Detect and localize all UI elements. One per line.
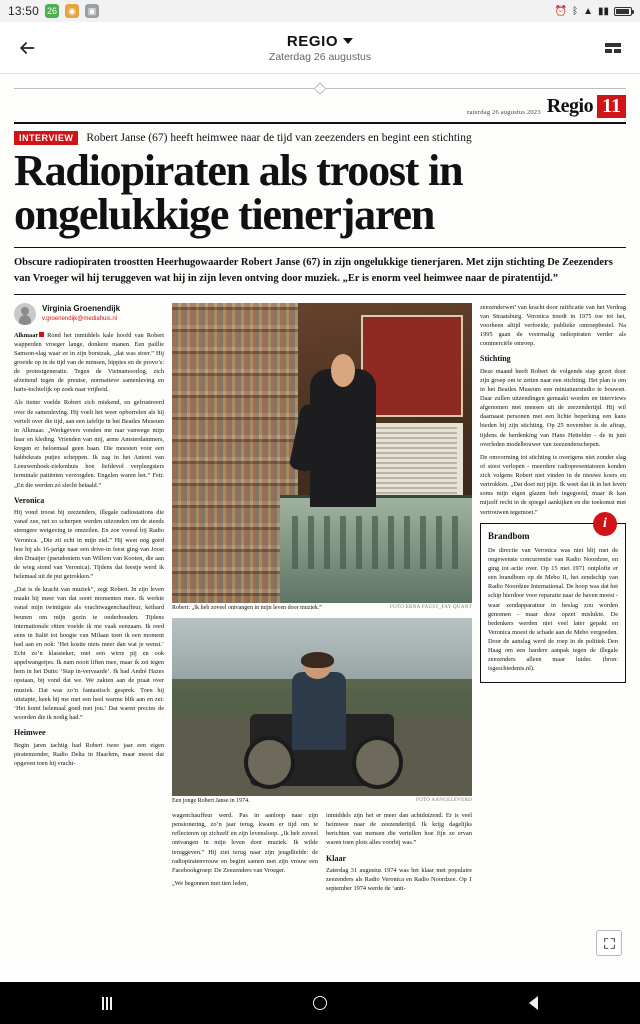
kicker-row: [14, 131, 626, 145]
paragraph: Hij vond troost bij zeezenders, illegale radiostations die vanaf zee, net zo scherpen werden uitzonden om de steeds strengere wetgeving te omzeilen. En zoe vooral bij Radio Veronica. „Die zit echt in mijn ziel.” Hij weet nog goed hoe hij als 16-jarige naar een drive-in feest ging van Joost den Draaijer (pseudoniem van Willem van Kooten, die aan de wieg stond van Veronica). Tijdens dat feestje werd ik helemaal uit de put getrokken.”: [14, 509, 164, 581]
kicker-tag: INTERVIEW: [14, 131, 78, 145]
avatar: [14, 303, 36, 325]
paragraph: Zaterdag 31 augustus 1974 was het klaar met populaire zeezenders als Radio Veronica en Radio Noordzee. Op 1 september 1974 werde de ‘anti-: [326, 867, 472, 893]
status-bar-left: [8, 4, 99, 18]
photo-caption: [172, 798, 472, 806]
byline-email: v.groenendijk@mediahuis.nl: [42, 315, 118, 322]
paragraph: wagenchauffeur werd. Pas in aanloop naar zijn pensionering, zo’n jaar terug, kwam er tijd om te reflecteren op zichzelf en zijn levensloop. „Ik heb zoveel ontvangen in mijn leven door muziek. Ik wilde teruggeven.” Hij ziet terug naar zijn jeugdliefde: de radiopiratenvrouw en begint samen met zijn vrouw een Facebookgroep: De Zeezenders van Vroeger.: [172, 812, 318, 874]
byline-name: Virginia Groenendijk: [42, 304, 121, 314]
back-arrow-icon[interactable]: [10, 31, 44, 65]
article-photo-studio[interactable]: [172, 303, 472, 603]
page-title: REGIO: [286, 32, 339, 50]
app-badge-icon: ▣: [85, 4, 99, 18]
masthead-logo: [547, 95, 626, 118]
byline: [14, 303, 164, 325]
expand-icon[interactable]: [596, 930, 622, 956]
section-dropdown[interactable]: [287, 33, 353, 50]
app-header-center: [0, 22, 640, 73]
newspaper-page: [0, 74, 640, 974]
home-icon[interactable]: [290, 982, 350, 1024]
status-clock: 13:50: [8, 4, 40, 18]
top-divider: [14, 88, 626, 89]
article-photo-motorbike[interactable]: [172, 618, 472, 796]
paragraph-text: Rond het inmiddels kale hoofd van Robert wapperden vroeger lange, donkere manen. Een paillie Samson-slag waar ze in zijn borstzak, „dat was stoer.” Hij groeide op in de tijd van de mensen, hippies en de provo’s: de protestgeneratie. Tegen de Vietnamoorlog, zich afzettend tegen de preutse, normatieve samenleving en harts-tochtelijk op zoek naar vrijheid.: [14, 331, 164, 394]
sidebar-box-title: Brandbom: [488, 530, 530, 541]
photo-credit: FOTO AANGELEVERD: [416, 798, 472, 804]
kicker-text: Robert Janse (67) heeft heimwee naar de tijd van zeezenders en begint een stichting: [86, 132, 472, 144]
photo-caption-text: Robert: „Ik heb zoveel ontvangen in mijn leven door muziek.”: [172, 604, 322, 611]
calendar-badge-icon: 26: [47, 6, 58, 16]
back-triangle-icon[interactable]: [503, 982, 563, 1024]
column-middle: [172, 303, 472, 898]
middle-text-columns: [172, 811, 472, 897]
wifi-icon: ▲: [583, 5, 593, 17]
photo-caption-text: Een jonge Robert Janse in 1974.: [172, 798, 250, 805]
page-viewport[interactable]: [0, 74, 640, 982]
paragraph: Deze maand heeft Robert de volgende stap gezet door zijn groep om te zetten naar een stichting. Het plan is om in het Beatles Museum een miniatuurstudio te bouwen. Daar zullen uitzendingen gemaakt worden en interviews afgenomen met mensen uit de zeezendertijd. Hij wil daarnaast personen met een lichte beperking een kans bieden bij zijn stichting. Op 25 november is de aftrap, tijdens de herdenking van Hans Hettelder - de in juni overleden modelbouwer van zeezenderschepen.: [480, 367, 626, 448]
photo-credit: FOTO ERNA FAUST_FAY QUANT: [389, 604, 472, 610]
subhead: Klaar: [326, 853, 346, 863]
subhead: Heimwee: [14, 728, 46, 738]
paragraph: zeezenderwet’ van kracht door ratificatie van het Verdrag van Straatsburg. Veronica treedt in 1975 toe tot het, voorheen altijd verfoeide, publieke omroepbestel. Na 1995 gaan de voormalig radiopiraten verder als commerciële omroep.: [480, 303, 626, 347]
signal-icon: ▮▮: [597, 5, 609, 17]
photo-caption: [172, 605, 472, 613]
subhead: Stichting: [480, 354, 511, 364]
paragraph: Begin jaren tachtig had Robert twee jaar een eigen piratenzender, Radio Delta in Haarlem, maar meest dat opgeven toen hij vracht-: [14, 741, 164, 767]
paragraph: De omvorming tot stichting is overigens niet zonder slag of stoot verlopen - meerdere radiopresentatoren konden zich volgens Robert niet vinden in de nieuwe koers en vertrokken. „Dat doet mij pijn. Ik weet dat ik in het leven soms mijn eigen glazen heb ingegooid, maar ik kan mijzelf recht in de spiegel aankijken en die toekomst met vertrouwen tegemoet.”: [480, 453, 626, 516]
subhead: Veronica: [14, 495, 45, 505]
recents-icon[interactable]: [77, 982, 137, 1024]
info-icon: i: [593, 512, 617, 536]
camera-badge-icon: ◉: [65, 4, 79, 18]
system-nav-bar: [0, 982, 640, 1024]
battery-icon: [614, 7, 632, 16]
status-bar: [0, 0, 640, 22]
paragraph: inmiddels zijn het er meer dan achtduizend. Er is veel heimwee naar de zeezendertijd. Ik krijg dagelijks berichten van mensen die vertellen hoe fijn ze ervan waren toen plots alles voorbij was.”: [326, 812, 472, 847]
masthead-date: zaterdag 26 augustus 2023: [466, 108, 541, 116]
paragraph: Als tiener voelde Robert zich miskend, en gefrustreerd over de samenleving. Hij voelt het weer opborrelen als hij vertelt over die tijd, aan een tafeltje in het Beatles Museum in Alkmaar. „Werkgevers vonden me raar vanwege mijn haar en kleding. Vrienden van mij, arme Amsterdammers, kregen er beloemaal geen baan. Die moesten voor een habbekrats putjes scheppen. Ik zag in het Antoni van Leeuwenhoek-ziekenhuis hoe liefdevol verpleegsters terminale patiënten verzorgden. Engelen waren het.” Feit: „En die werden zó slecht betaald.”: [14, 399, 164, 489]
article-body: [14, 303, 626, 898]
paragraph-lead: [14, 331, 164, 395]
masthead-section: Regio: [546, 95, 594, 117]
red-square-icon: [39, 332, 44, 337]
paragraph: „We begonnen met tien leden,: [172, 879, 248, 887]
article-headline: Radiopiraten als troost in ongelukkige tienerjaren: [14, 146, 463, 239]
grid-layout-glyph: [605, 43, 621, 53]
status-bar-right: [555, 6, 632, 17]
sidebar-box-text: De directie van Veronica was niet blij met de ongewenste concurrentie van Radio Noordzee, en ging tot actie over. Op 15 mei 1971 ontplofte er een brandbom op de Mebo II, het zendschip van Radio Noordzee International. De hoop was dat het schip hierdoor voor reparatie naar de haven moest - waar zendapparatuur in beslag zou worden genomen - maar deze opzet mislukte. De bedenkers werden niet veel later gepakt en Veronica moest de schade aan de Mebo vergoeden. Door de aanslag werd de roep in de politiek Den Haag om een hardere aanpak tegen de illegale zeezenders alleen maar luider. (bron: isgeschiedenis.nl).: [488, 546, 618, 673]
column-left: [14, 303, 164, 898]
article-standfirst: Obscure radiopiraten troostten Heerhugowaarder Robert Janse (67) in zijn ongelukkige tienerjaren. Met zijn stichting De Zeezenders van Vroeger wil hij teruggeven wat hij in zijn leven ontving door muziek. „Er is enorm veel heimwee naar de piratentijd.”: [14, 247, 626, 295]
column-right: [480, 303, 626, 898]
masthead-rule: [14, 122, 626, 124]
dateline: Alkmaar: [14, 331, 39, 339]
chevron-down-icon: [343, 38, 353, 44]
grid-layout-icon[interactable]: [596, 31, 630, 65]
app-header: [0, 22, 640, 74]
paragraph: „Dat is de kracht van muziek”, zegt Robert. In zijn leven maakt hij meer van dat soort momenten mee. Ik werkte vanaf mijn twintigste als vrachtwagenchauffeur, keihard beunen om mijn gezin te onderhouden. Tijdens internationale ritten voelde ik me vaak eenzaam. Ik reed eens in Italië tot hoogte van Milaan toen ik een moment had aan en ook: ‘Het kostte niets meer dan wat je wenst.’ Echt zo’n klassieker, met een wirre pij en ook appelwangetjes. Ik nam nooit liften mee, maar ik zei tegen hem in het Duits: ‘Stap in-vervaarde’. Ik had André Hazes opstaan, bij vond dat we. We zakten aan de praat over muziek. Dat was zo’n fantastisch gesprek. Toen hij uitstapte, keek hij me met een heel warme blik aan en zei: ‘Het komt helemaal goed met jou.’ Dat waren precies de woorden die ik nodig had.”: [14, 586, 164, 721]
middle-text-column-b: [326, 811, 472, 897]
bluetooth-icon: ᛒ: [572, 5, 579, 17]
middle-text-column-a: [172, 811, 318, 897]
alarm-icon: ⏰: [554, 5, 568, 17]
page-number: 11: [597, 95, 626, 118]
sidebar-box-brandbom: [480, 515, 626, 683]
edition-date: Zaterdag 26 augustus: [268, 50, 372, 63]
